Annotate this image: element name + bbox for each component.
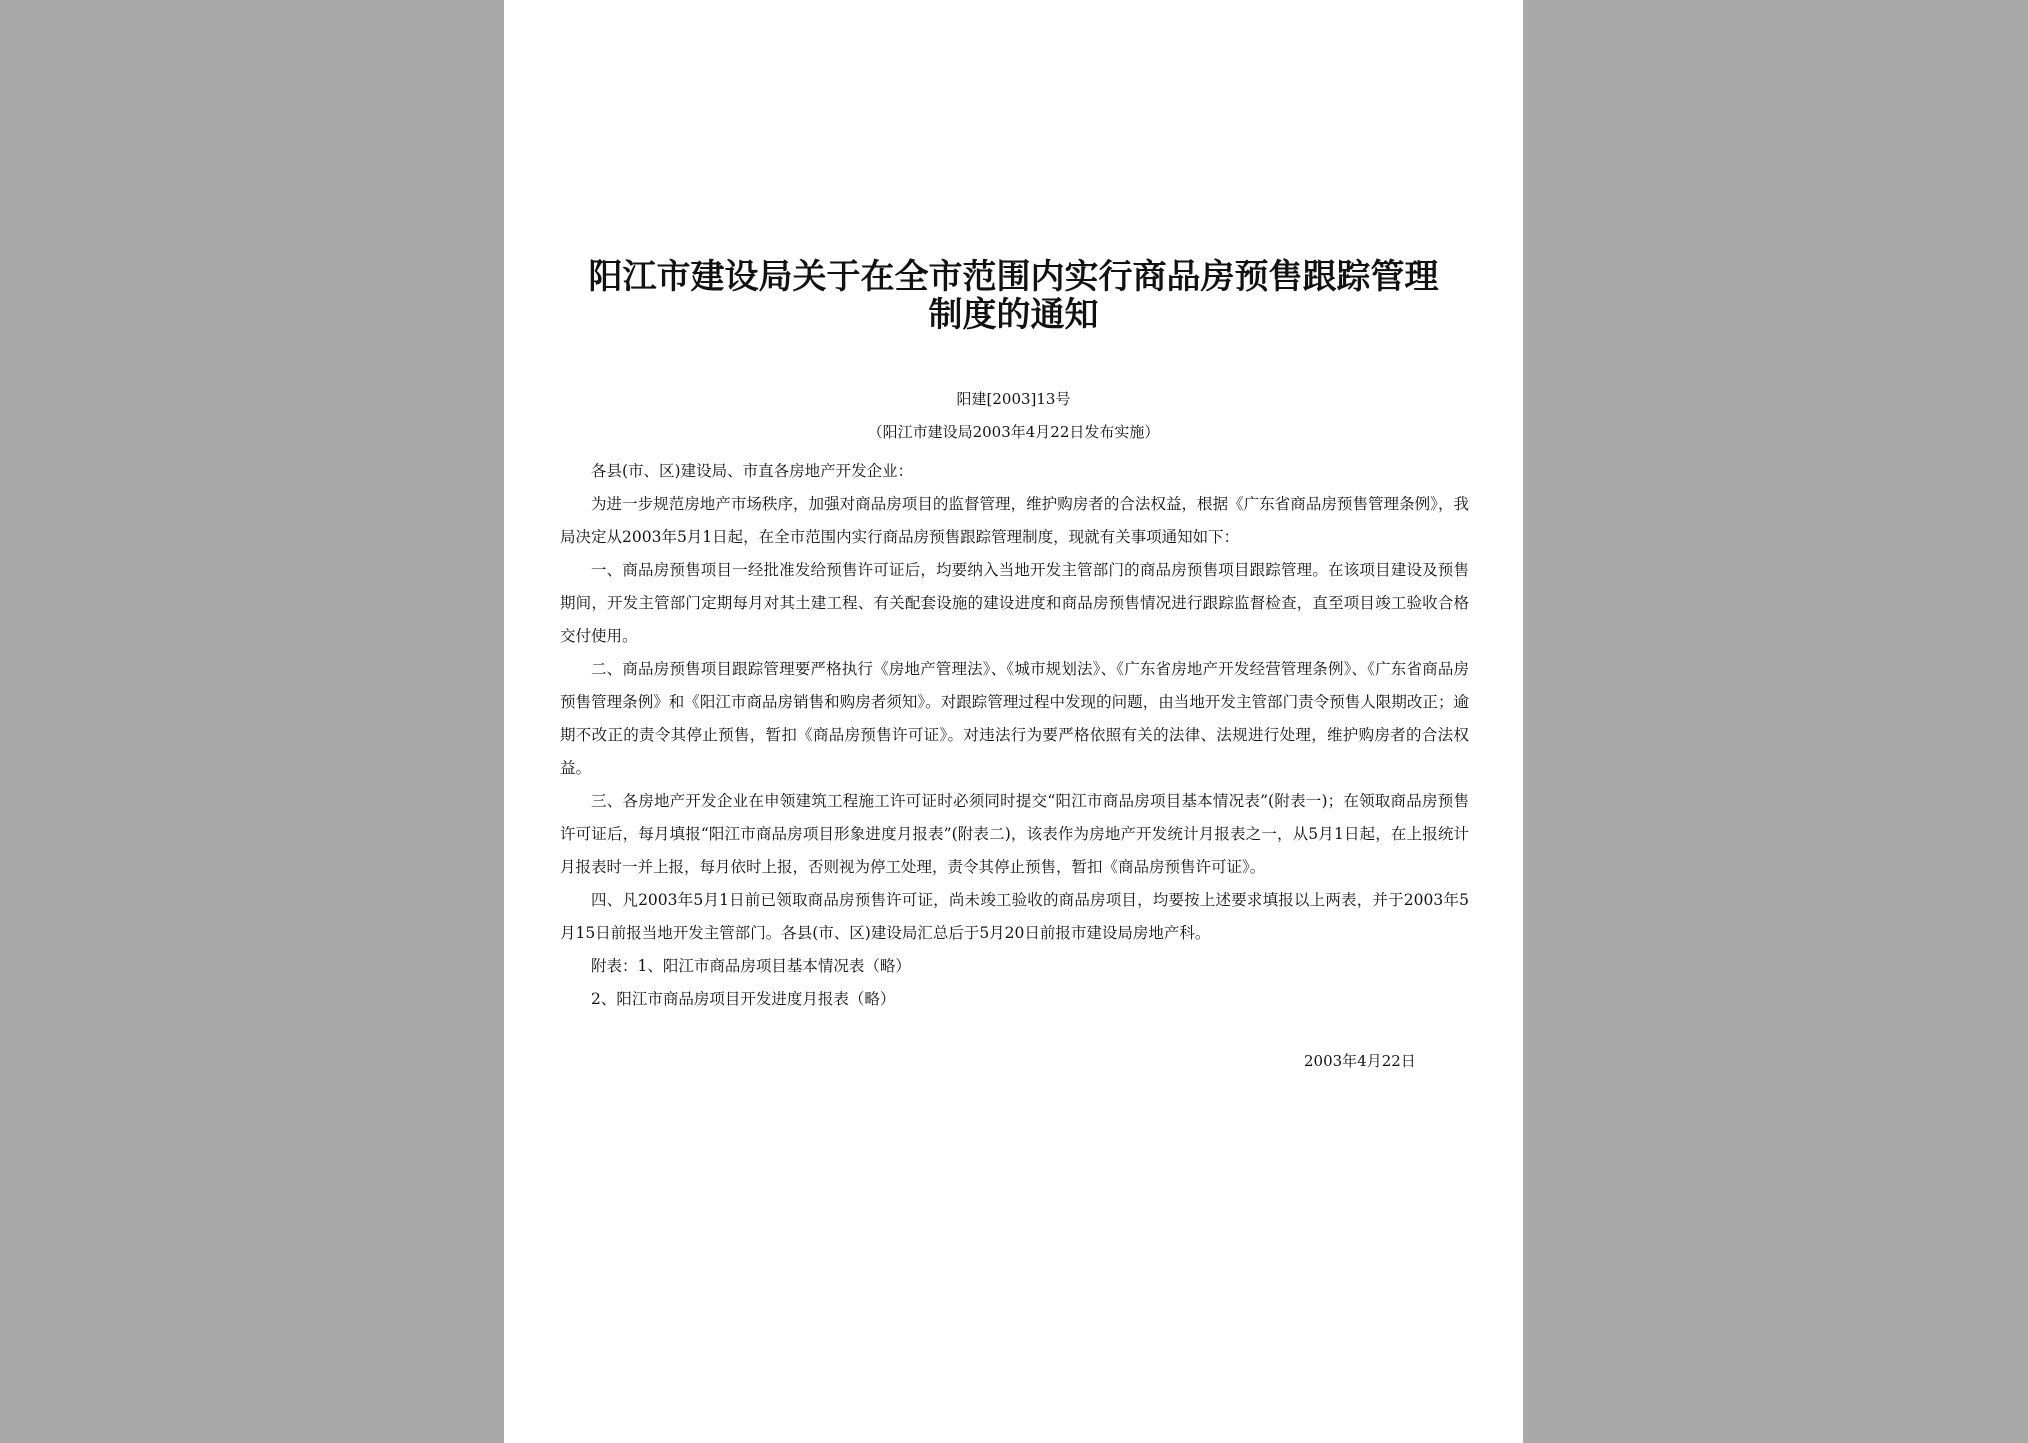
attachment-two: 2、阳江市商品房项目开发进度月报表（略） [591,990,896,1008]
clause-one: 一、商品房预售项目一经批准发给预售许可证后，均要纳入当地开发主管部门的商品房预售项目跟踪管理。在该项目建设及预售期间，开发主管部门定期每月对其土建工程、有关配套设施的建设进度和商品房预售情况进行跟踪监督检查，直至项目竣工验收合格交付使用。 [560,561,1469,645]
issued-note: （阳江市建设局2003年4月22日发布实施） [867,423,1160,441]
intro-paragraph: 为进一步规范房地产市场秩序，加强对商品房项目的监督管理，维护购房者的合法权益，根据《广东省商品房预售管理条例》，我局决定从2003年5月1日起，在全市范围内实行商品房预售跟踪管理制度，现就有关事项通知如下： [560,495,1469,546]
clause-four: 四、凡2003年5月1日前已领取商品房预售许可证，尚未竣工验收的商品房项目，均要按上述要求填报以上两表，并于2003年5月15日前报当地开发主管部门。各县(市、区)建设局汇总后于5月20日前报市建设局房地产科。 [560,891,1469,942]
salutation: 各县(市、区)建设局、市直各房地产开发企业： [591,462,914,480]
document-body [560,455,1469,1016]
clause-two: 二、商品房预售项目跟踪管理要严格执行《房地产管理法》、《城市规划法》、《广东省房地产开发经营管理条例》、《广东省商品房预售管理条例》和《阳江市商品房销售和购房者须知》。对跟踪管理过程中发现的问题，由当地开发主管部门责令预售人限期改正；逾期不改正的责令其停止预售，暂扣《商品房预售许可证》。对违法行为要严格依照有关的法律、法规进行处理，维护购房者的合法权益。 [560,660,1469,777]
document-page [504,0,1523,1443]
document-number: 阳建[2003]13号 [956,390,1071,408]
document-title: 阳江市建设局关于在全市范围内实行商品房预售跟踪管理制度的通知 [588,257,1439,335]
attachment-one: 附表：1、阳江市商品房项目基本情况表（略） [591,957,911,975]
clause-three: 三、各房地产开发企业在申领建筑工程施工许可证时必须同时提交“阳江市商品房项目基本情况表”(附表一)；在领取商品房预售许可证后，每月填报“阳江市商品房项目形象进度月报表”(附表二)，该表作为房地产开发统计月报表之一，从5月1日起，在上报统计月报表时一并上报，每月依时上报，否则视为停工处理，责令其停止预售，暂扣《商品房预售许可证》。 [560,792,1469,876]
document-date: 2003年4月22日 [1304,1052,1416,1070]
